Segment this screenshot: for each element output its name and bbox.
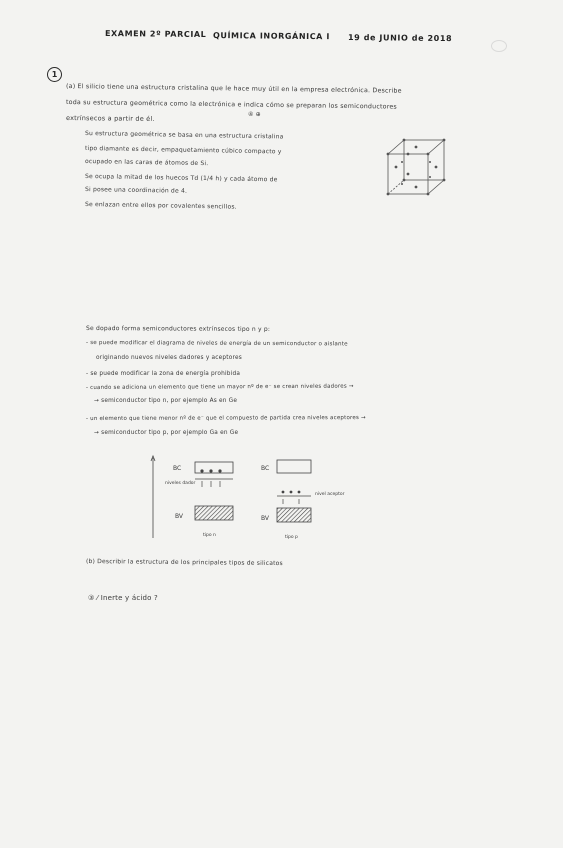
answer-line: ocupado en las caras de átomos de Si.	[84, 158, 209, 168]
semiconductor-line: - se puede modificar la zona de energía prohibida	[86, 371, 241, 377]
semiconductor-line: → semiconductor tipo p, por ejemplo Ga en Ge	[94, 430, 239, 436]
type-n-label: tipo n	[203, 533, 216, 538]
semiconductor-line: - un elemento que tiene menor nº de e⁻ que el compuesto de partida crea niveles aceptores →	[85, 415, 366, 422]
levels-label-n: niveles dador	[165, 481, 196, 486]
semiconductor-line: originando nuevos niveles dadores y aceptores	[96, 355, 242, 361]
semiconductor-line: - se puede modificar el diagrama de niveles de energía de un semiconductor o aislante	[85, 340, 348, 348]
answer-line: Se ocupa la mitad de los huecos Td (1/4 h) y cada átomo de	[84, 173, 278, 184]
question-b-line: (b) Describir la estructura de los principales tipos de silicatos	[85, 558, 283, 568]
band-diagram	[145, 450, 345, 545]
question-a-line: (a) El silicio tiene una estructura cristalina que le hace muy útil en la empresa electrónica. Describe	[65, 83, 402, 95]
answer-line: Si posee una coordinación de 4.	[84, 186, 188, 195]
bv-label-n: BV	[175, 513, 184, 520]
faint-mark	[491, 40, 507, 52]
answer-line: Se enlazan entre ellos por covalentes sencillos.	[84, 201, 237, 211]
bc-label-n: BC	[173, 465, 182, 472]
diamond-cell-sketch	[380, 132, 455, 202]
semiconductor-line: Se dopado forma semiconductores extrínsecos tipo n y p:	[85, 325, 271, 333]
question-3-line: ③ ⁄ Inerte y ácido ?	[88, 594, 158, 602]
exam-title: EXAMEN 2º PARCIAL	[104, 29, 207, 40]
type-p-label: tipo p	[285, 535, 298, 540]
question-a-line: toda su estructura geométrica como la electrónica e indica cómo se preparan los semiconductores	[65, 99, 397, 111]
question-number: 1	[47, 67, 62, 82]
semiconductor-line: → semiconductor tipo n, por ejemplo As en Ge	[94, 398, 238, 404]
bv-label-p: BV	[261, 515, 270, 522]
levels-label-p: nivel aceptor	[315, 492, 345, 497]
answer-line: tipo diamante es decir, empaquetamiento cúbico compacto y	[84, 145, 282, 156]
answer-line: Su estructura geométrica se basa en una estructura cristalina	[84, 130, 284, 141]
question-marks: ④ ⊕	[248, 111, 261, 118]
semiconductor-line: - cuando se adiciona un elemento que tiene un mayor nº de e⁻ se crean niveles dadores →	[85, 383, 354, 391]
subject-title: QUÍMICA INORGÁNICA I	[212, 31, 330, 42]
bc-label-p: BC	[261, 465, 270, 472]
question-a-line: extrínsecos a partir de él.	[65, 114, 155, 123]
exam-date: 19 de JUNIO de 2018	[347, 33, 453, 44]
